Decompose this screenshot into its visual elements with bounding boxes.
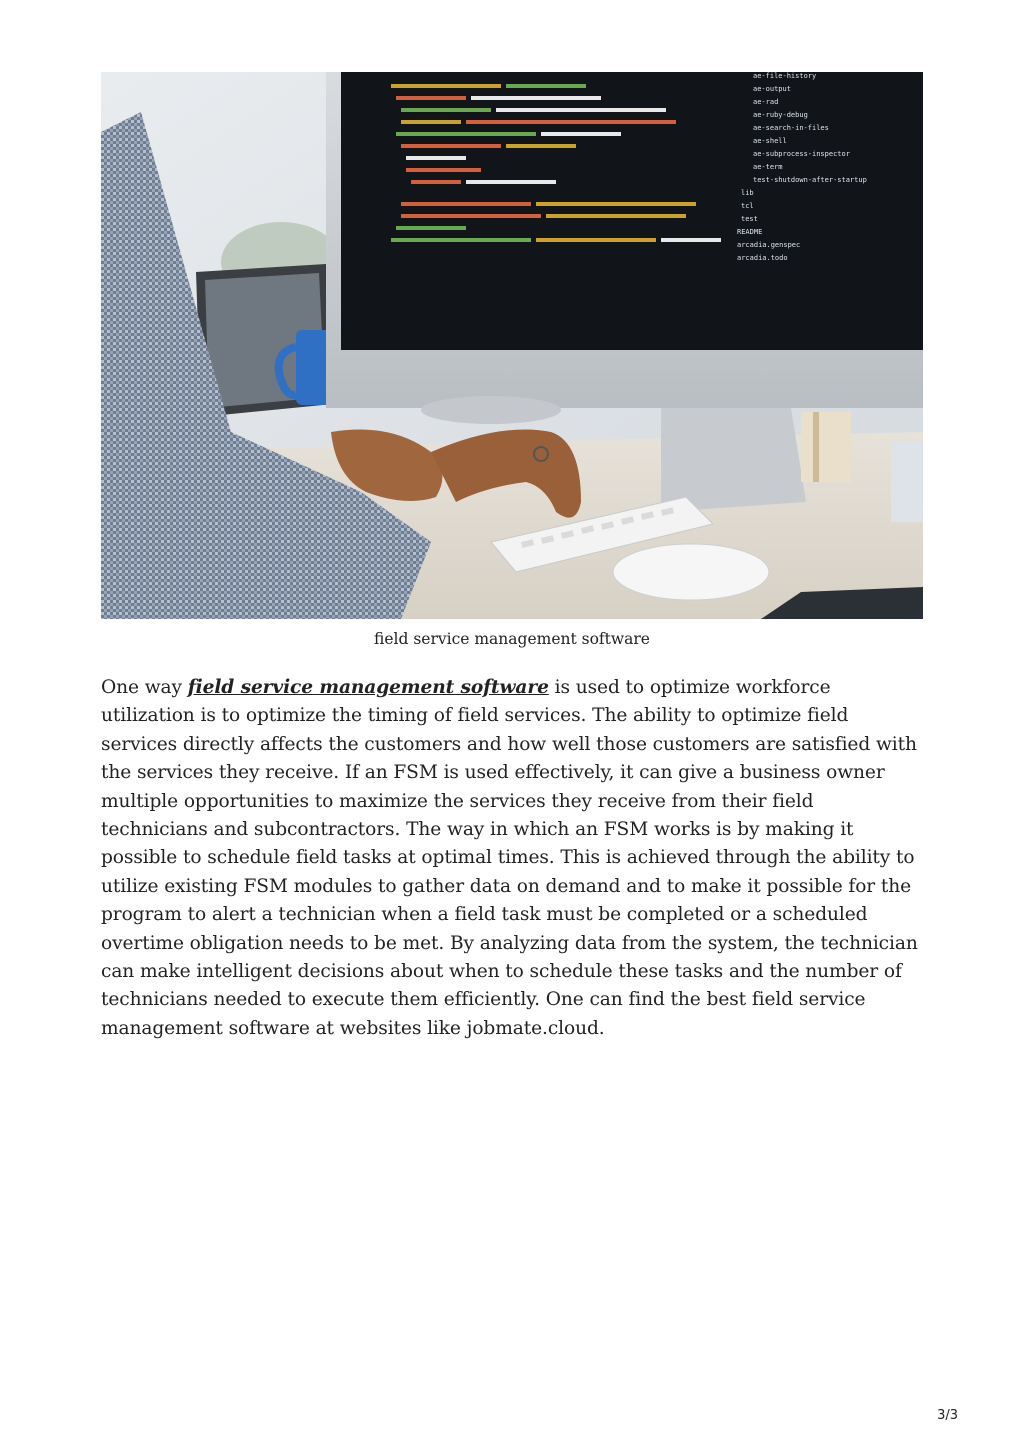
page-number: 3/3 [937,1408,958,1423]
file-tree-item: test [741,215,758,223]
file-tree-item: ae-shell [753,137,787,145]
file-tree-item: tcl [741,202,754,210]
file-tree-item: ae-file-history [753,72,817,80]
file-tree-item: arcadia.genspec [737,241,801,249]
paragraph-body: is used to optimize workforce utilization is to optimize the timing of field services. The ability to optimize field services directly affects the customers and how well those customers are satisfied with the services they receive. If an FSM is used effectively, it can give a business owner multiple opportunities to maximize the services they receive from their field technicians and subcontractors. The way in which an FSM works is by making it possible to schedule field tasks at optimal times. This is achieved through the ability to utilize existing FSM modules to gather data on demand and to make it possible for the program to alert a technician when a field task must be completed or a scheduled overtime obligation needs to be met. By analyzing data from the system, the technician can make intelligent decisions about when to schedule these tasks and the number of technicians needed to execute them efficiently. One can find the best field service management software at websites like jobmate.cloud. [101,677,918,1039]
file-tree-item: ae-rad [753,98,779,106]
article-photo [101,72,923,619]
computer-user-photo [101,72,923,619]
photo-caption: field service management software [374,630,650,648]
file-tree-item: test-shutdown-after-startup [753,176,867,184]
paragraph-prefix: One way [101,677,188,698]
file-tree-item: README [737,228,763,236]
file-tree-item: ae-search-in-files [753,124,829,132]
file-tree-item: arcadia.todo [737,254,788,262]
file-tree-item: lib [741,189,754,197]
article-paragraph [101,674,923,1043]
file-tree-item: ae-subprocess-inspector [753,150,850,158]
fsm-software-link[interactable]: field service management software [187,677,549,698]
file-tree-item: ae-ruby-debug [753,111,808,119]
file-tree-item: ae-output [753,85,791,93]
file-tree-item: ae-term [753,163,783,171]
